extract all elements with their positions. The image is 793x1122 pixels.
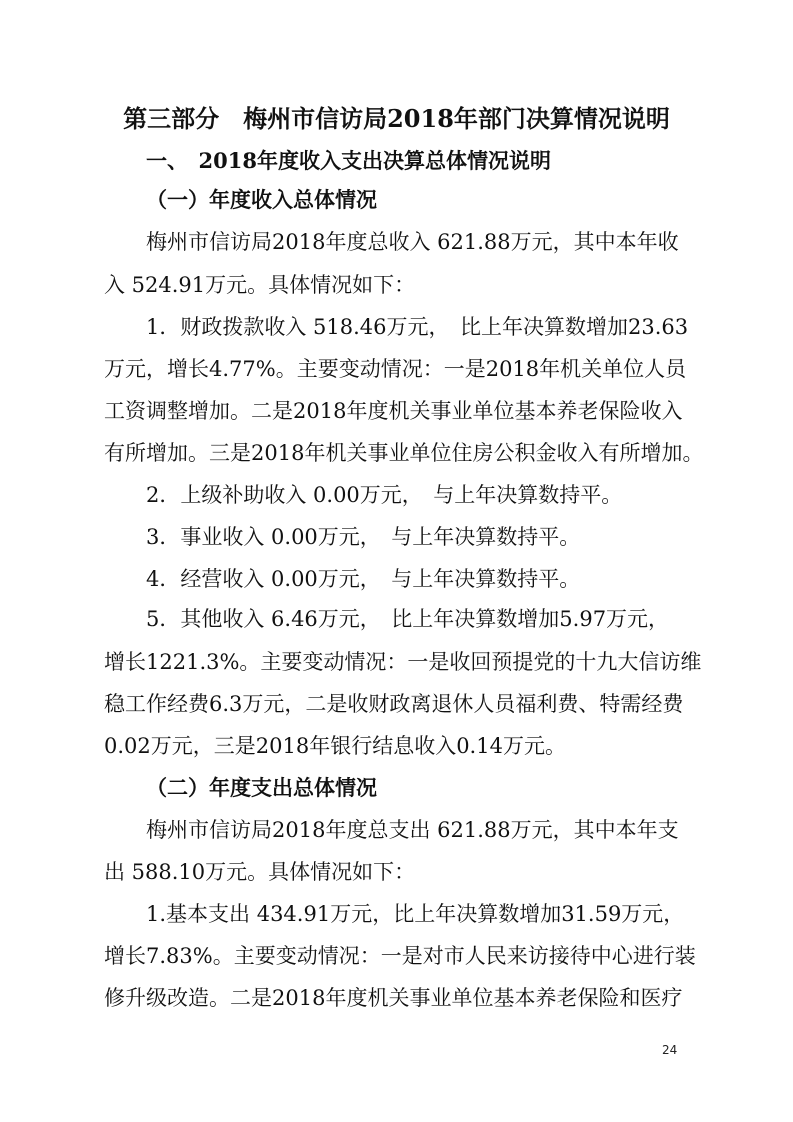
paragraph-line: 入 524.91万元。具体情况如下：	[104, 273, 416, 297]
subsection-heading-income: （一）年度收入总体情况	[146, 187, 377, 212]
paragraph-line: 增长1221.3%。主要变动情况：一是收回预提党的十九大信访维	[104, 650, 702, 674]
paragraph-line: 3．事业收入 0.00万元， 与上年决算数持平。	[146, 525, 581, 549]
paragraph-line: 4．经营收入 0.00万元， 与上年决算数持平。	[146, 567, 581, 591]
paragraph-line: 5．其他收入 6.46万元， 比上年决算数增加5.97万元，	[146, 607, 670, 631]
paragraph-line: 0.02万元，三是2018年银行结息收入0.14万元。	[104, 734, 566, 758]
paragraph-line: 工资调整增加。二是2018年度机关事业单位基本养老保险收入	[104, 399, 683, 423]
paragraph-line: 1.基本支出 434.91万元，比上年决算数增加31.59万元，	[146, 902, 685, 926]
paragraph-line: 增长7.83%。主要变动情况：一是对市人民来访接待中心进行装	[104, 944, 696, 968]
paragraph-line: 梅州市信访局2018年度总收入 621.88万元，其中本年收	[146, 230, 679, 254]
paragraph-line: 2．上级补助收入 0.00万元， 与上年决算数持平。	[146, 483, 623, 507]
paragraph-line: 出 588.10万元。具体情况如下：	[104, 860, 416, 884]
paragraph-line: 万元，增长4.77%。主要变动情况：一是2018年机关单位人员	[104, 357, 687, 381]
paragraph-line: 有所增加。三是2018年机关事业单位住房公积金收入有所增加。	[104, 441, 704, 465]
section-heading: 一、 2018年度收入支出决算总体情况说明	[146, 148, 551, 173]
subsection-heading-expense: （二）年度支出总体情况	[146, 775, 377, 800]
paragraph-line: 梅州市信访局2018年度总支出 621.88万元，其中本年支	[146, 818, 679, 842]
paragraph-line: 稳工作经费6.3万元，二是收财政离退休人员福利费、特需经费	[104, 692, 684, 716]
paragraph-line: 修升级改造。二是2018年度机关事业单位基本养老保险和医疗	[104, 986, 683, 1010]
page-number: 24	[662, 1043, 678, 1057]
document-title: 第三部分 梅州市信访局2018年部门决算情况说明	[123, 104, 670, 133]
paragraph-line: 1．财政拨款收入 518.46万元， 比上年决算数增加23.63	[146, 315, 689, 339]
